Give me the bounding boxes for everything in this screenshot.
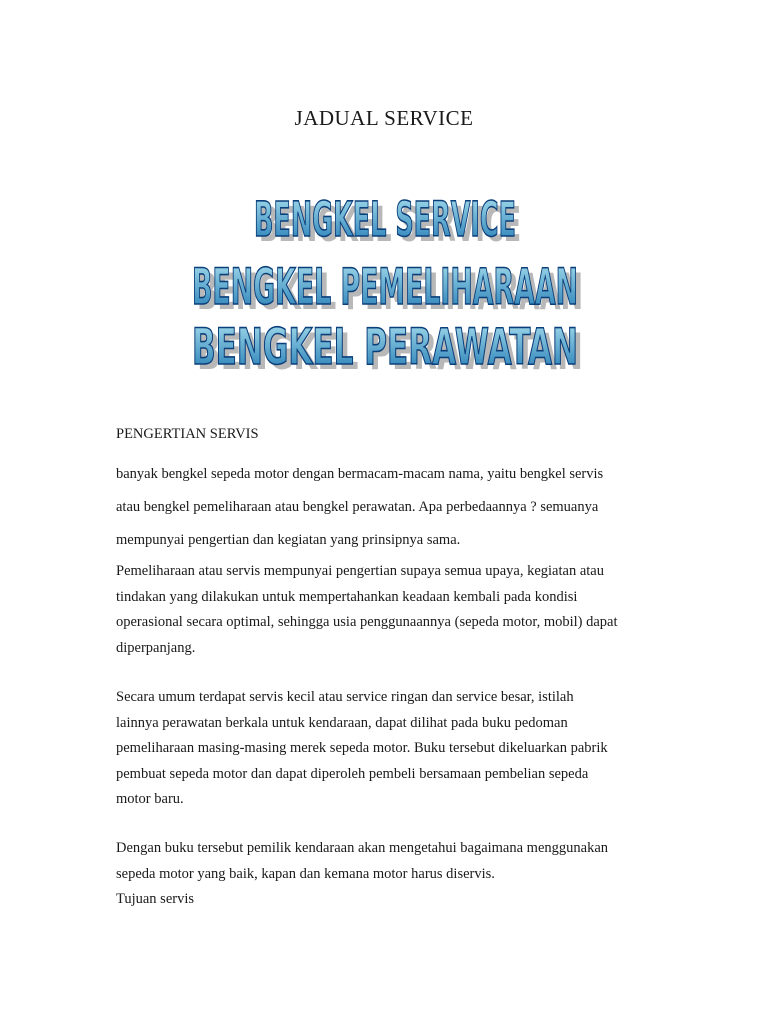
paragraph-line: Dengan buku tersebut pemilik kendaraan akan mengetahui bagaimana menggunakan — [116, 840, 609, 856]
wordart-shadow-line: BENGKEL SERVICE — [259, 197, 521, 253]
paragraph-line: diperpanjang. — [116, 639, 196, 656]
wordart-line: BENGKEL PERAWATAN — [192, 318, 578, 376]
section-heading: PENGERTIAN SERVIS — [116, 426, 259, 442]
paragraph-types — [116, 685, 676, 813]
paragraph-line: Pemeliharaan atau servis mempunyai pengertian supaya semua upaya, kegiatan atau — [116, 563, 604, 579]
wordart-banner — [150, 178, 620, 378]
paragraph-line: operasional secara optimal, sehingga usia penggunaannya (sepeda motor, mobil) dapat — [116, 614, 618, 630]
page-title: JADUAL SERVICE — [294, 106, 474, 130]
paragraph-line: motor baru. — [116, 791, 184, 807]
wordart-line: BENGKEL PEMELIHARAAN — [192, 258, 578, 316]
paragraph-intro — [116, 458, 676, 557]
paragraph-line: Secara umum terdapat servis kecil atau service ringan dan service besar, istilah — [116, 689, 574, 705]
wordart-line: BENGKEL SERVICE — [254, 192, 516, 248]
paragraph-line: tindakan yang dilakukan untuk mempertahankan keadaan kembali pada kondisi — [116, 588, 578, 605]
paragraph-line: pemeliharaan masing-masing merek sepeda motor. Buku tersebut dikeluarkan pabrik — [116, 740, 608, 756]
paragraph-line: banyak bengkel sepeda motor dengan bermacam-macam nama, yaitu bengkel servis — [116, 466, 604, 482]
paragraph-definition — [116, 559, 676, 661]
paragraph-line: pembuat sepeda motor dan dapat diperoleh pembeli bersamaan pembelian sepeda — [116, 765, 589, 782]
paragraph-line: mempunyai pengertian dan kegiatan yang prinsipnya sama. — [116, 532, 461, 548]
paragraph-manual — [116, 836, 676, 887]
paragraph-line: atau bengkel pemeliharaan atau bengkel perawatan. Apa perbedaannya ? semuanya — [116, 499, 599, 515]
wordart-shadow-line: BENGKEL PERAWATAN — [197, 323, 583, 378]
subheading: Tujuan servis — [116, 890, 195, 907]
wordart-shadow-line: BENGKEL PEMELIHARAAN — [197, 263, 583, 321]
paragraph-line: sepeda motor yang baik, kapan dan kemana motor harus diservis. — [116, 865, 495, 882]
paragraph-line: lainnya perawatan berkala untuk kendaraan, dapat dilihat pada buku pedoman — [116, 714, 568, 731]
